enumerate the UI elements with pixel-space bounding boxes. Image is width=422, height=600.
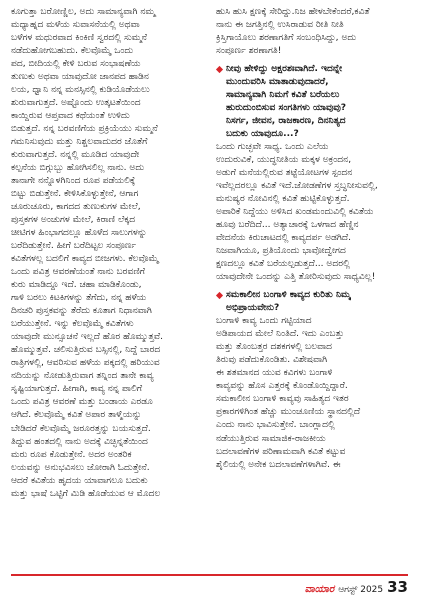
text-line: ಲಯ, ಧ್ವಾನಿ ನನ್ನ ಮನಸ್ಸಿನಲ್ಲಿ ಕುಡಿಯೊಡೆಯಲು xyxy=(11,85,150,96)
text-line: ಬಿಡುತ್ತದೆ. ನನ್ನ ಬರವಣಿಗೆಯ ಪ್ರಕ್ರಿಯೆಯು ಸುಮ್ಮನೆ xyxy=(11,124,158,135)
text-line: ಬಂಗಾಳಿ ಕಾವ್ಯ ಒಂದು ಗಟ್ಟಿಯಾದ xyxy=(216,316,312,327)
text-line: ಹೂವು ಬರೆದಿದೆ... ಅತ್ಯಾಚಾರಕ್ಕೆ ಒಳಗಾದ ಹೆಣ್ಣಿನ xyxy=(216,220,359,231)
page-footer xyxy=(0,574,422,594)
question-2 xyxy=(216,289,412,315)
text-line: ಉದುರುವಿಕೆ, ಯುದ್ಧನೀತಿಯ ಮಕ್ಕಳ ಅಕ್ರಂದನ, xyxy=(216,155,352,166)
text-line: ಯಾವುದೇನೇ ಒಂದನ್ನು ಎತ್ತಿ ತೋರಿಸುವುದು ಸಾಧ್ಯವಿಲ್ಲ! xyxy=(216,272,376,283)
text-line: ಬರೆದಿಡುತ್ತೇನೆ. ಹೀಗೆ ಬರೆದಿಟ್ಟಲ ಸಂಪೂರ್ಣ xyxy=(11,241,137,252)
text-line: ಚೂರುಚೂರು, ಕಾಗದದ ತುಣುಕುಗಳ ಮೇಲೆ, xyxy=(11,202,141,213)
text-line: ಮರು ರೂಪ ಕೊಡುತ್ತೇನೆ. ಅದರ ಅಂತರಿಕ xyxy=(11,449,132,460)
text-line: ಮಧ್ಯಾಹ್ನದ ಮಳೆಯ ಸುವಾಸನೆಯಲ್ಲಿ ಅಥವಾ xyxy=(11,20,140,31)
text-line: ಶೈಲಿಯಲ್ಲಿ ಅನೇಕ ಬದಲಾವಣೆಗಳಾಗಿವೆ. ಈ xyxy=(216,459,341,470)
footer-info xyxy=(305,578,408,596)
issue-date: ಆಗಸ್ಟ್ 2025 xyxy=(338,585,384,595)
text-line: ಗಮನಿಸುವುದು ಮತ್ತು ನಿಶ್ಚಲವಾದುದರ ಜೊತೆಗೆ xyxy=(11,137,148,148)
text-line: ಬಳೆಗಳ ಮಧುರವಾದ ಕಿಂಕಿಣಿ ಸ್ವರದಲ್ಲಿ ಸುಮ್ಮನೆ xyxy=(11,33,148,44)
text-line: ಹುಸಿ ಹುಸಿ ಕ್ಷಣಕ್ಕೆ ಸೇರಿದ್ದು.ನಿಜ ಹೇಳಬೇಕೆಂದರೆ,ಕವಿತೆ xyxy=(216,7,370,17)
text-line: ಮುಂದುವರಿಸಿ ಮಾತಾಡುವುದಾದರೆ, xyxy=(226,77,329,88)
text-line: ಶುರುವಾಗುತ್ತದೆ. ಅಷ್ಟೊಂದು ಉತ್ಕಟತೆಯಿಂದ xyxy=(11,98,141,109)
text-line: ಸಂಪೂರ್ಣ ಶರಣಾಗತಿ! xyxy=(216,46,282,57)
text-line: ಪ್ರಕಾರಗಳಿಗಿಂತ ಹೆಚ್ಚು ಮುಂಚೂಣಿಯ ಸ್ಥಾನದಲ್ಲಿದೆ xyxy=(216,407,361,418)
text-line: ನಾನು ಈ ಜಗತ್ತಿನಲ್ಲಿ ಉಸಿರಾಡುವ ರೀತಿ ನೀತಿ xyxy=(216,20,344,31)
text-line: ಬಿಟ್ಟು ಬಿಡುತ್ತೇನೆ. ಕೇಳಿಸಿಕೊಳ್ಳುತ್ತೇನೆ, ಆಗಾಗ xyxy=(11,189,139,200)
text-line: ಕ್ಷಣದಲ್ಲೂ ಕವಿತೆ ಬರೆಯಲ್ಪಡುತ್ತದೆ... ಅದರಲ್ಲಿ xyxy=(216,259,350,270)
answer-2 xyxy=(216,315,412,471)
text-line: ಕ್ರಿಸ್ತಿಗಾಯೊಲು ಶರಣಾಗತಿಗೆ ಸಂಬಂಧಿಸಿದ್ದು, ಅದು xyxy=(216,33,357,44)
text-line: ಮನುಷ್ಯರ ನೋವಿನಲ್ಲಿ ಕವಿತೆ ಹುಟ್ಟಿಕೊಳ್ಳುತ್ತದೆ. xyxy=(216,194,350,205)
text-line: ಕುರು ಮಾಡಿದ್ದೂ ಇದೆ. ಚಹಾ ಮಾಡಿಕೊಂಡು, xyxy=(11,280,142,291)
text-line: ಮತ್ತು ಭಾಷೆ ಒಟ್ಟಿಗೆ ಮಿಡಿ ಹೊಡೆಯುವ ಆ ಮೊದಲ xyxy=(11,488,161,499)
left-column xyxy=(11,6,207,501)
text-line: ನಡೆದುಹೋಗಬಹುದು. ಕೆಲವೊಮ್ಮೆ ಒಂದು xyxy=(11,46,134,57)
text-line: ಅಪಾರಿಕೆ ನಿದ್ದೆಯು ಅಳಿಸಿದ ಖಂಡಮಂದುವಿಲ್ಲಿ ಕವಿತೆಯ xyxy=(216,207,374,218)
text-line: ಸಮಕಾಲೀನ ಬಂಗಾಳಿ ಕಾವ್ಯದ ಕುರಿತು ನಿಮ್ಮ xyxy=(226,290,351,301)
text-line: ನದಿಯನ್ನು ನೋಡುತ್ತಿರುವಾಗ ತನ್ನಿಂದ ತಾನೇ ಕಾವ್ಯ xyxy=(11,371,154,382)
text-line: ನಿಸರ್ಗ, ಜೀವನ, ರಾಜಕಾರಣ, ದಿನನಿತ್ಯದ xyxy=(226,116,346,127)
question-1-text xyxy=(226,63,346,141)
text-line: ಸೃಷ್ಟಿಯಾಗುತ್ತದೆ. ಹೀಗಾಗಿ, ಕಾವ್ಯ ನನ್ನ ಪಾಲಿಗೆ xyxy=(11,384,143,395)
text-line: ಲಯವನ್ನು ಅನುಭವಿಸಲು ಜೋರಾಗಿ ಓದುತ್ತೇನೆ. xyxy=(11,462,150,473)
text-line: ಅಡುಗೆ ಮನೆಯಲ್ಲಿರುವ ತಟ್ಟೆಯೋಟಗಳ ಸ್ಪಂದನ xyxy=(216,168,353,179)
text-line: ತಿರುವು ಪಡೆದುಕೊಂಡಿತು. ವಿಶೇಷವಾಗಿ xyxy=(216,355,328,366)
text-line: ಕಾಯ್ದಿರುವ ಆಪ್ತವಾದ ಕಥೆಯಂತೆ ಉಳಿದು xyxy=(11,111,130,122)
text-line: ಈ ಶತಮಾನದ ಯುವ ಕವಿಗಳು ಬಂಗಾಳಿ xyxy=(216,368,333,379)
red-diamond-bullet-icon xyxy=(216,292,223,299)
text-line: ಆದರೆ ಕವಿತೆಯ ಹೃದಯ ಯಾವಾಗಲೂ ಬದುಕು xyxy=(11,475,148,486)
right-column xyxy=(216,6,412,472)
text-line: ಬದಲಾವಣೆಗಳ ಪರಿಣಾಮವಾಗಿ ಕವಿತೆ ಕಟ್ಟುವ xyxy=(216,446,346,457)
text-line: ತಾನಾಗೇ ನನ್ನೊಳಗಿನಿಂದ ರೂಪ ಪಡೆಯಲಿಕ್ಕೆ xyxy=(11,176,136,187)
text-line: ಅಭಿಪ್ರಾಯವೇನು? xyxy=(226,303,280,314)
text-line: ಪುಸ್ತಕಗಳ ಅಂಚುಗಳ ಮೇಲೆ, ಕಿರಾಣಿ ಲೆಕ್ಕದ xyxy=(11,215,136,226)
text-line: ಬರೆಯುತ್ತೇನೆ. ಇನ್ನು ಕೆಲವೊಮ್ಮೆ ಕವಿತೆಗಳು xyxy=(11,319,134,330)
text-line: ಗಾಳಿ ಬರಲು ಕಿಟಕಿಗಳನ್ನು ತೆಗೆದು, ನನ್ನ ಹಳೆಯ xyxy=(11,293,147,304)
text-line: ಆಗಿದೆ. ಕೆಲವೊಮ್ಮೆ ಕವಿತೆ ಅಪಾರ ತಾಳ್ಮೆಯನ್ನು xyxy=(11,410,142,421)
text-line: ಬೇಡಿದರೆ ಕೆಲವೊಮ್ಮೆ ಜರೂರತ್ತನ್ನು ಬಯಸುತ್ತದೆ. xyxy=(11,423,151,434)
text-line: ನಿಜವಾಗಿಯೂ, ಪ್ರತಿಯೊಂದು ಭಾವೋದ್ವೇಗದ xyxy=(216,246,346,257)
text-line: ಒಂದು ಗುಚ್ಛವೇ ಸಾಧ್ಯ. ಒಂದು ಎಲೆಯ xyxy=(216,142,329,153)
footer-rule xyxy=(11,574,408,576)
text-line: ಕಲ್ಪನೆಯ ಬಿಗ್ಗುಬ್ಬು ಹೋಗಿಸಲಿಲ್ಲ ನಾನು. ಅದು xyxy=(11,163,145,174)
text-line: ಮತ್ತು ತೊಂಬತ್ತರ ದಶಕಗಳಲ್ಲಿ ಬಲವಾದ xyxy=(216,342,333,353)
page-number: 33 xyxy=(387,578,408,596)
text-line: ಕವಿತೆಗಳಲ್ಲ ಬದಲಿಗೆ ಕಾವ್ಯದ ಬೀಜಗಳು. ಕೆಲವೊಮ್ಮೆ xyxy=(11,254,159,265)
text-line: ಚೀಟಿಗಳ ಹಿಂಭಾಗದಲ್ಲೂ ಹೊಳೆದ ಸಾಲುಗಳನ್ನು xyxy=(11,228,147,239)
text-line: ಅಡಿಪಾಯದ ಮೇಲೆ ನಿಂತಿದೆ. ಇದು ಎಂಬತ್ತು xyxy=(216,329,345,340)
text-line: ಹುರುದುಂಬಿಸುವ ಸಂಗತಿಗಳು ಯಾವುವು? xyxy=(226,103,347,114)
text-line: ಹೊಮ್ಮುತ್ತವೆ. ಚಲಿಸುತ್ತಿರುವ ಬಸ್ಸಿನಲ್ಲಿ, ನಿದ್ದೆ ಬಾರದ xyxy=(11,345,161,356)
magazine-logo: ವಾಯಾರ xyxy=(304,584,335,595)
text-line: ಒಂದು ಪವಿತ್ರ ಆವರಣೆಯಂತೆ ನಾನು ಬರವಣಿಗೆ xyxy=(11,267,146,278)
text-line: ಎಂದು ನಾನು ಭಾವಿಸುತ್ತೇನೆ. ಬಾಂಗ್ಲಾದಲ್ಲಿ xyxy=(216,420,335,431)
text-line: ಸಮಕಾಲೀನ ಬಂಗಾಳಿ ಕಾವ್ಯವು ಸಾಹಿತ್ಯದ ಇತರ xyxy=(216,394,349,405)
answer-1 xyxy=(216,141,412,284)
text-line: ವೇದನೆಯ ಕಿರುಚಾಟದಲ್ಲಿ ಕಾವ್ಯದರ್ಪ ಅಡಗಿದೆ. xyxy=(216,233,352,244)
text-line: ಇವೆಲ್ಲದರಲ್ಲೂ ಕವಿತೆ ಇದೆ.ಜೋಡಣೆಗಳ ಸ್ತಬ್ಧನೀಸುವಲ್ಲಿ, xyxy=(216,181,378,192)
text-line: ಯಾವುದೇ ಮುನ್ಸೂಚನೆ ಇಲ್ಲದೆ ಹೊರ ಹೊಮ್ಮುತ್ತವೆ. xyxy=(11,332,164,343)
right-intro xyxy=(216,6,412,58)
red-diamond-bullet-icon xyxy=(216,66,223,73)
text-line: ಸಾಮಾನ್ಯವಾಗಿ ನಿಮಗೆ ಕವಿತೆ ಬರೆಯಲು xyxy=(226,90,340,101)
text-line: ಒಂದು ಪವಿತ್ರ ಆವರಣೆ ಮತ್ತು ಬಂಡಾಯ ಎರಡೂ xyxy=(11,397,153,408)
text-line: ಬದುಕು ಯಾವುದೂ...? xyxy=(226,129,299,140)
text-line: ನಡೆಯುತ್ತಿರುವ ಸಾಮಾಜಿಕ-ರಾಜಕೀಯ xyxy=(216,433,326,444)
text-line: ಕೂಗುತ್ತಾ ಬರೋಣ್ಣಿಲ, ಅದು ಸಾಮಾನ್ಯವಾಗಿ ನಮ್ಮ xyxy=(11,7,156,17)
text-line: ದಿನಚರಿ ಪುಸ್ತಕವನ್ನು ತೆರೆದು ಕೂತಾಗ ನಿಧಾನವಾಗಿ xyxy=(11,306,152,317)
text-line: ಕುರುವಾಗುತ್ತದೆ. ನನ್ನಲ್ಲಿ ಮೂಡಿದ ಯಾವುದೇ xyxy=(11,150,140,161)
question-2-text xyxy=(226,289,351,315)
text-line: ರಾತ್ರಿಗಳಲ್ಲಿ, ಆವರಿಸುವ ಹಳೆಯ ಪಕ್ಕದಲ್ಲಿ ಹರಿಯುವ xyxy=(11,358,160,369)
text-line: ಪದ, ಬೀದಿಯಲ್ಲಿ ಕೇಳಿ ಬರುವ ಸಂಭಾಷಣೆಯ xyxy=(11,59,141,70)
text-line: ನೀವು ಹೇಳಿದ್ದು ಅಕ್ಷರಶಃವಾಗಿದೆ. ಇದನ್ನೇ xyxy=(226,64,343,75)
text-line: ತುಣುಕು ಅಥವಾ ಯಾವುದೋ ಜಾನಪದ ಹಾಡಿನ xyxy=(11,72,149,83)
text-line: ತಿದ್ದುವ ಹಂತದಲ್ಲಿ ನಾನು ಅದಕ್ಕೆ ವಿಚ್ಛಿನ್ನತೆಯಿಂದ xyxy=(11,436,148,447)
text-line: ಕಾವ್ಯವನ್ನು ಹೊಸ ಎತ್ತರಕ್ಕೆ ಕೊಂಡೊಯ್ದಿದ್ದಾರೆ. xyxy=(216,381,348,392)
question-1 xyxy=(216,63,412,141)
